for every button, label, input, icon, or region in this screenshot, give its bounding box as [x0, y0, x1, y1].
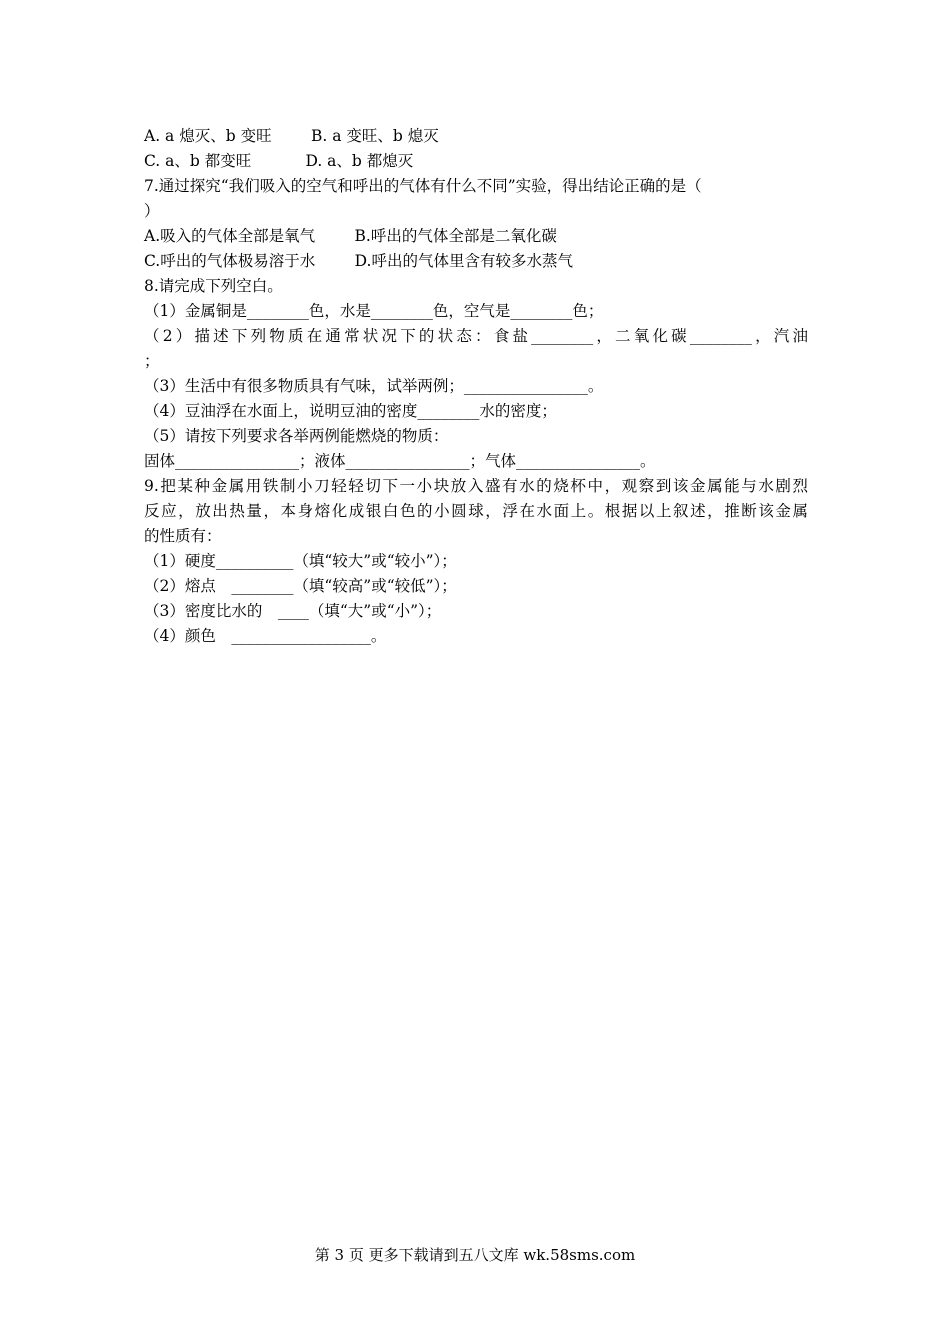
- q8-part-2: （2）描述下列物质在通常状况下的状态：食盐________，二氧化碳________，汽油: [144, 327, 808, 345]
- q9-part-3: （3）密度比水的 ____（填“大”或“小”）；: [144, 602, 442, 620]
- q6-options-ab: A. a 熄灭、b 变旺 B. a 变旺、b 熄灭: [144, 127, 439, 145]
- q8-part-2-continued: ；: [144, 352, 160, 370]
- q8-stem: 8.请完成下列空白。: [144, 277, 283, 295]
- q7-options-cd: C.呼出的气体极易溶于水 D.呼出的气体里含有较多水蒸气: [144, 252, 573, 270]
- q8-part-5: （5）请按下列要求各举两例能燃烧的物质：: [144, 427, 449, 445]
- q9-stem: 9.把某种金属用铁制小刀轻轻切下一小块放入盛有水的烧杯中，观察到该金属能与水剧烈: [144, 477, 808, 495]
- q8-part-5-blanks: 固体________________；液体________________；气体________________。: [144, 452, 656, 470]
- question-text-block: [144, 124, 808, 649]
- q8-part-1: （1）金属铜是________色，水是________色，空气是________色；: [144, 302, 604, 320]
- page-footer: 第 3 页 更多下载请到五八文库 wk.58sms.com: [314, 1246, 636, 1264]
- q9-stem-line-3: 的性质有：: [144, 527, 222, 545]
- q9-part-2: （2）熔点 ________（填“较高”或“较低”）；: [144, 577, 457, 595]
- q7-stem-continued: ）: [144, 202, 160, 220]
- q7-options-ab: A.吸入的气体全部是氧气 B.呼出的气体全部是二氧化碳: [144, 227, 557, 245]
- q8-part-3: （3）生活中有很多物质具有气味，试举两例；________________。: [144, 377, 604, 395]
- q9-part-1: （1）硬度__________（填“较大”或“较小”）；: [144, 552, 457, 570]
- q8-part-4: （4）豆油浮在水面上，说明豆油的密度________水的密度；: [144, 402, 557, 420]
- q6-options-cd: C. a、b 都变旺 D. a、b 都熄灭: [144, 152, 414, 170]
- q9-stem-line-2: 反应，放出热量，本身熔化成银白色的小圆球，浮在水面上。根据以上叙述，推断该金属: [144, 502, 808, 520]
- q7-stem: 7.通过探究“我们吸入的空气和呼出的气体有什么不同”实验，得出结论正确的是（: [144, 177, 702, 195]
- q9-part-4: （4）颜色 __________________。: [144, 627, 387, 645]
